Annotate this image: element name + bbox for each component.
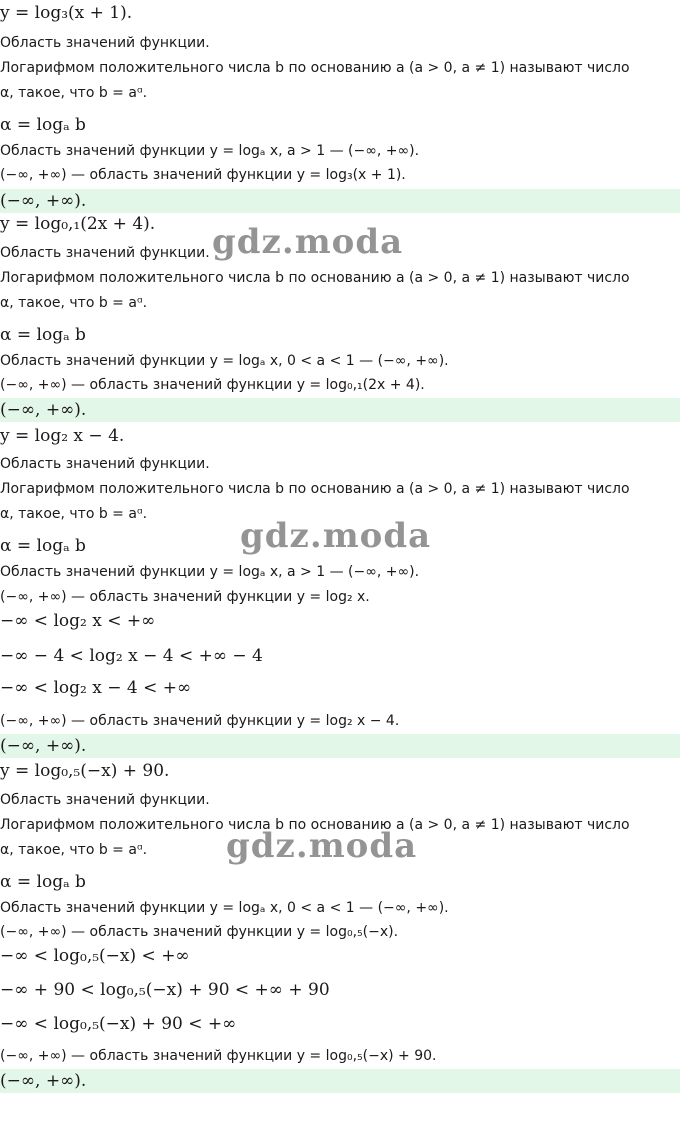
text-line: Область значений функции. xyxy=(0,456,210,472)
text-line: α, такое, что b = aᵅ. xyxy=(0,506,148,522)
formula-line: α = logₐ b xyxy=(0,872,86,892)
formula-line: α = logₐ b xyxy=(0,325,86,345)
text-line: (−∞, +∞) — область значений функции y = log₀,₅(−x) + 90. xyxy=(0,1048,437,1064)
formula-line: y = log₂ x − 4. xyxy=(0,426,125,446)
answer-line: (−∞, +∞). xyxy=(0,734,680,758)
formula-line: −∞ < log₀,₅(−x) < +∞ xyxy=(0,946,190,966)
formula-line: −∞ + 90 < log₀,₅(−x) + 90 < +∞ + 90 xyxy=(0,980,330,1000)
text-line: Область значений функции y = logₐ x, a > 1 — (−∞, +∞). xyxy=(0,564,420,580)
text-line: (−∞, +∞) — область значений функции y = log₂ x − 4. xyxy=(0,713,400,729)
watermark-logo: gdz.moda xyxy=(240,516,432,556)
watermark-logo: gdz.moda xyxy=(212,222,404,262)
text-line: (−∞, +∞) — область значений функции y = log₂ x. xyxy=(0,589,370,605)
formula-line: y = log₀,₁(2x + 4). xyxy=(0,214,156,234)
text-line: Логарифмом положительного числа b по основанию a (a > 0, a ≠ 1) называют число xyxy=(0,270,630,286)
text-line: (−∞, +∞) — область значений функции y = log₃(x + 1). xyxy=(0,167,406,183)
formula-line: α = logₐ b xyxy=(0,115,86,135)
text-line: Логарифмом положительного числа b по основанию a (a > 0, a ≠ 1) называют число xyxy=(0,60,630,76)
text-line: (−∞, +∞) — область значений функции y = log₀,₁(2x + 4). xyxy=(0,377,425,393)
text-line: Область значений функции y = logₐ x, a > 1 — (−∞, +∞). xyxy=(0,143,420,159)
formula-line: −∞ < log₀,₅(−x) + 90 < +∞ xyxy=(0,1014,237,1034)
formula-line: y = log₃(x + 1). xyxy=(0,3,133,23)
formula-line: −∞ − 4 < log₂ x − 4 < +∞ − 4 xyxy=(0,646,263,666)
answer-line: (−∞, +∞). xyxy=(0,189,680,213)
text-line: Логарифмом положительного числа b по основанию a (a > 0, a ≠ 1) называют число xyxy=(0,481,630,497)
answer-line: (−∞, +∞). xyxy=(0,1069,680,1093)
formula-line: −∞ < log₂ x < +∞ xyxy=(0,611,156,631)
formula-line: y = log₀,₅(−x) + 90. xyxy=(0,761,170,781)
text-line: α, такое, что b = aᵅ. xyxy=(0,295,148,311)
formula-line: −∞ < log₂ x − 4 < +∞ xyxy=(0,678,192,698)
text-line: Область значений функции y = logₐ x, 0 < a < 1 — (−∞, +∞). xyxy=(0,353,449,369)
watermark-logo: gdz.moda xyxy=(226,826,418,866)
text-line: α, такое, что b = aᵅ. xyxy=(0,85,148,101)
text-line: Логарифмом положительного числа b по основанию a (a > 0, a ≠ 1) называют число xyxy=(0,817,630,833)
formula-line: α = logₐ b xyxy=(0,536,86,556)
text-line: Область значений функции y = logₐ x, 0 < a < 1 — (−∞, +∞). xyxy=(0,900,449,916)
text-line: Область значений функции. xyxy=(0,35,210,51)
text-line: (−∞, +∞) — область значений функции y = log₀,₅(−x). xyxy=(0,924,399,940)
text-line: α, такое, что b = aᵅ. xyxy=(0,842,148,858)
text-line: Область значений функции. xyxy=(0,245,210,261)
answer-line: (−∞, +∞). xyxy=(0,398,680,422)
text-line: Область значений функции. xyxy=(0,792,210,808)
